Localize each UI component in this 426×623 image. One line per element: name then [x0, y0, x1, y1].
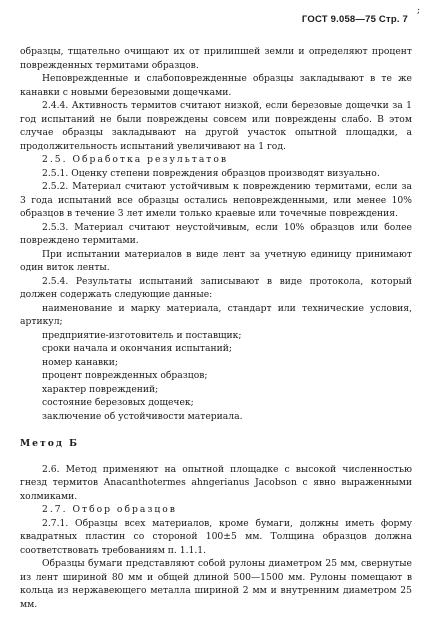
corner-mark: ;	[416, 6, 420, 16]
paragraph: 2.5.3. Материал считают неустойчивым, если 10% образцов или более повреждено термитами.	[20, 221, 412, 246]
paragraph: При испытании материалов в виде лент за учетную единицу принимают один виток ленты.	[20, 248, 412, 273]
list-item: сроки начала и окончания испытаний;	[42, 343, 232, 354]
list-item: характер повреждений;	[42, 383, 159, 395]
paragraph: 2.5.1. Оценку степени повреждения образцов производят визуально.	[42, 167, 380, 179]
list-item: заключение об устойчивости материала.	[42, 410, 243, 422]
list-item: наименование и марку материала, стандарт или технические условия, артикул;	[20, 302, 412, 327]
paragraph: Неповрежденные и слабоповрежденные образцы закладывают в те же канавки с новыми березовыми дощечками.	[20, 73, 412, 98]
paragraph: 2.4.4. Активность термитов считают низкой, если березовые дощечки за 1 год испытаний не были повреждены совсем или повреждены слабо. В этом случае образцы закладывают на другой участок опытной площадки, а продолжительность испытаний увеличивают на 1 год.	[20, 100, 412, 152]
list-item: номер канавки;	[42, 356, 118, 368]
paragraph: образцы, тщательно очищают их от прилипшей земли и определяют процент поврежденных термитами образцов.	[20, 46, 412, 71]
method-heading: Метод Б	[20, 438, 80, 449]
section-heading: 2.7. Отбор образцов	[42, 504, 177, 515]
list-item: предприятие-изготовитель и поставщик;	[42, 329, 242, 341]
document-body	[20, 45, 412, 611]
paragraph: 2.6. Метод применяют на опытной площадке с высокой численностью гнезд термитов Anacanthotermes ahngerianus Jacobson с явно выраженными холмиками.	[20, 463, 412, 502]
paragraph: 2.5.2. Материал считают устойчивым к повреждению термитами, если за 3 года испытаний все образцы остались неповрежденными, или менее 10% образцов в течение 3 лет имели только краевые или точечные повреждения.	[20, 181, 412, 219]
paragraph: Образцы бумаги представляют собой рулоны диаметром 25 мм, свернутые из лент шириной 80 мм и общей длиной 500—1500 мм. Рулоны помещают в кольца из нержавеющего металла шириной 2 мм и внутренним диаметром 25 мм.	[20, 558, 412, 610]
paragraph: 2.7.1. Образцы всех материалов, кроме бумаги, должны иметь форму квадратных пластин со стороной 100±5 мм. Толщина образцов должна соответствовать требованиям п. 1.1.1.	[20, 517, 412, 556]
list-item: процент поврежденных образцов;	[42, 370, 208, 381]
list-item: состояние березовых дощечек;	[42, 397, 194, 408]
paragraph: 2.5.4. Результаты испытаний записывают в виде протокола, который должен содержать следующие данные:	[20, 275, 412, 300]
page-header: ГОСТ 9.058—75 Стр. 7	[301, 14, 408, 25]
section-heading: 2.5. Обработка результатов	[42, 154, 229, 165]
